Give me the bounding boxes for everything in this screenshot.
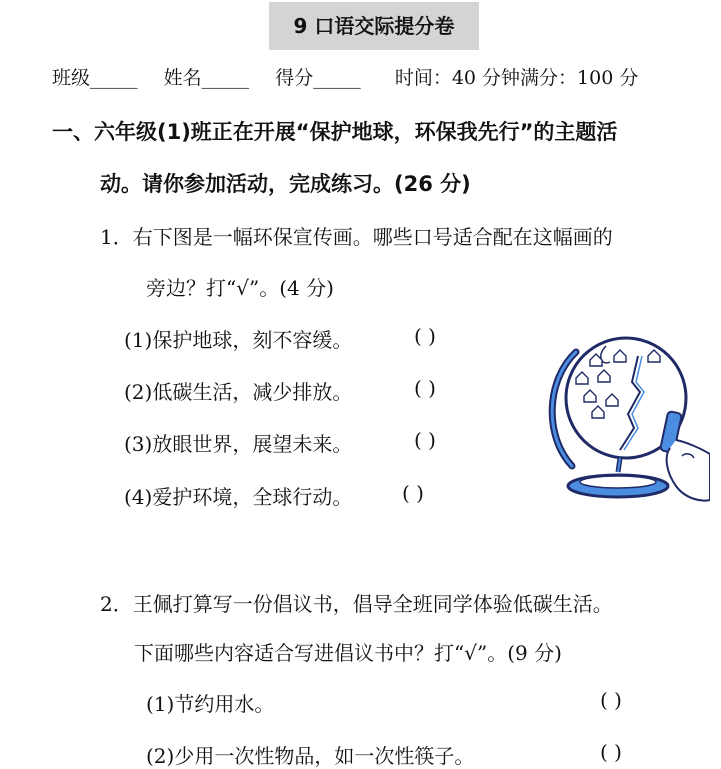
- question2-line1: 2．王佩打算写一份倡议书，倡导全班同学体验低碳生活。: [100, 592, 613, 616]
- q1-option-3: (3)放眼世界，展望未来。: [124, 432, 353, 456]
- q2-option-1: (1)节约用水。: [146, 692, 275, 716]
- question1-line2: 旁边？打“√”。(4 分): [146, 276, 334, 300]
- time-label: 时间：40 分钟满分：100 分: [394, 67, 639, 89]
- page-title: 9 口语交际提分卷: [293, 14, 455, 38]
- student-info-row: [52, 63, 638, 90]
- question1-line1: 1．右下图是一幅环保宣传画。哪些口号适合配在这幅画的: [100, 225, 613, 249]
- q2-answer-blank-2[interactable]: ( ): [600, 740, 622, 764]
- class-label: 班级_____: [52, 67, 138, 89]
- q1-answer-blank-4[interactable]: ( ): [402, 481, 424, 505]
- q1-option-4: (4)爱护环境，全球行动。: [124, 485, 353, 509]
- q1-answer-blank-3[interactable]: ( ): [414, 428, 436, 452]
- q1-answer-blank-2[interactable]: ( ): [414, 376, 436, 400]
- name-label: 姓名_____: [163, 67, 250, 89]
- q1-option-1: (1)保护地球，刻不容缓。: [124, 328, 353, 352]
- q1-answer-blank-1[interactable]: ( ): [414, 324, 436, 348]
- question2-line2: 下面哪些内容适合写进倡议书中？打“√”。(9 分): [134, 641, 562, 665]
- q2-answer-blank-1[interactable]: ( ): [600, 688, 622, 712]
- score-label: 得分_____: [275, 67, 361, 89]
- section-heading-line2: 动。请你参加活动，完成练习。(26 分): [100, 172, 471, 196]
- globe-hand-icon: [536, 316, 710, 508]
- q2-option-2: (2)少用一次性物品，如一次性筷子。: [146, 744, 475, 768]
- q1-option-2: (2)低碳生活，减少排放。: [124, 380, 353, 404]
- section-heading-line1: 一、六年级(1)班正在开展“保护地球，环保我先行”的主题活: [52, 120, 618, 144]
